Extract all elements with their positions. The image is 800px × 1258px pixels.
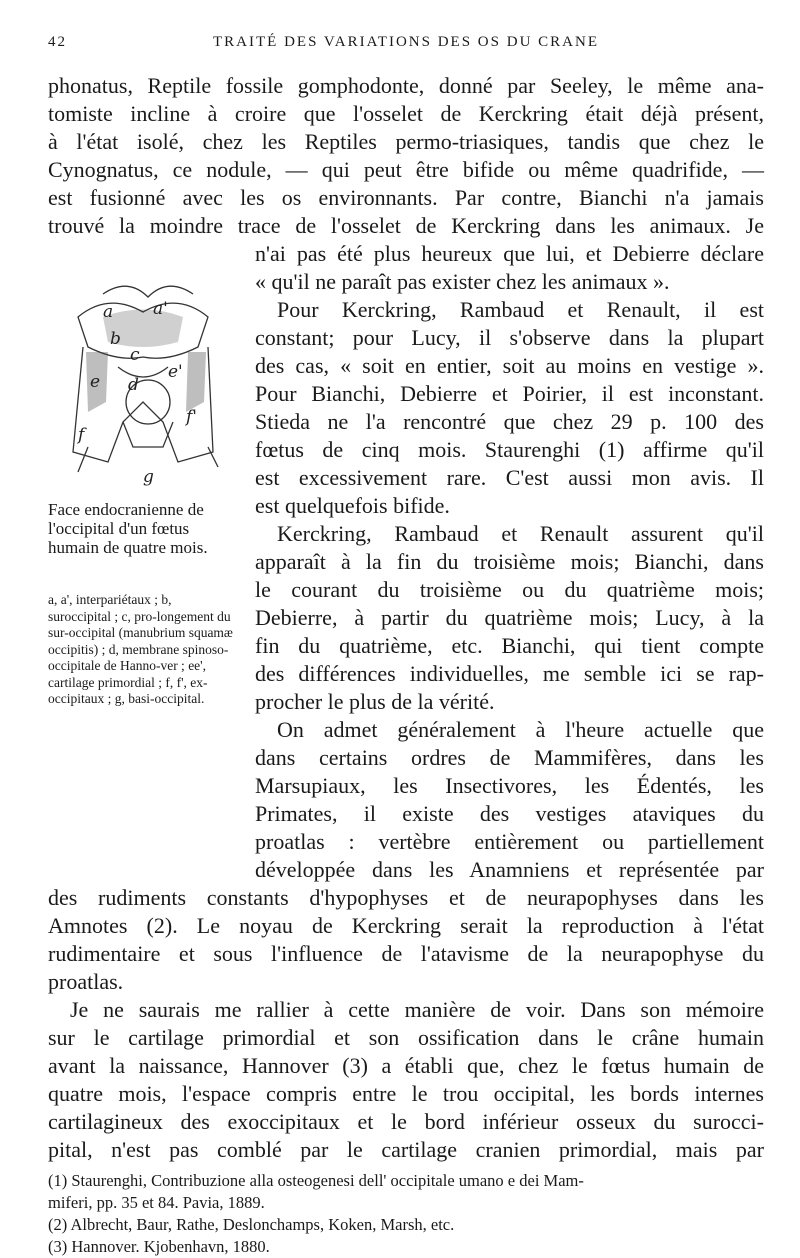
figure-label: c — [130, 345, 140, 365]
text-line: apparaît à la fin du troisième mois; Bianchi, dans — [255, 549, 764, 574]
text-line: proatlas. — [48, 969, 124, 994]
figure-label: a' — [153, 299, 168, 319]
text-line: Stieda ne l'a rencontré que chez 29 p. 100 des — [255, 409, 764, 434]
figure-label: e — [90, 372, 101, 392]
text-line: Cynognatus, ce nodule, — qui peut être bifide ou même quadrifide, — — [48, 157, 764, 182]
text-line: Pour Kerckring, Rambaud et Renault, il est — [277, 297, 764, 322]
text-line: sur le cartilage primordial et son ossification dans le crâne humain — [48, 1025, 764, 1050]
text-line: des rudiments constants d'hypophyses et de neurapophyses dans les — [48, 885, 764, 910]
text-line: procher le plus de la vérité. — [255, 689, 495, 714]
text-line: « qu'il ne paraît pas exister chez les animaux ». — [255, 269, 670, 294]
text-line: Amnotes (2). Le noyau de Kerckring serait la reproduction à l'état — [48, 913, 764, 938]
text-line: des différences individuelles, me semble ici se rap- — [255, 661, 764, 686]
text-line: fœtus de cinq mois. Staurenghi (1) affirme qu'il — [255, 437, 764, 462]
text-line: est fusionné avec les os environnants. Par contre, Bianchi n'a jamais — [48, 185, 764, 210]
page-number: 42 — [48, 34, 67, 50]
figure-label: g — [143, 467, 154, 487]
text-line: à l'état isolé, chez les Reptiles permo-triasiques, tandis que chez le — [48, 129, 764, 154]
page-header — [48, 34, 764, 58]
text-line: quatre mois, l'espace compris entre le trou occipital, les bords internes — [48, 1081, 764, 1106]
figure-label: a — [103, 302, 114, 322]
text-line: tomiste incline à croire que l'osselet de Kerckring était déjà présent, — [48, 101, 764, 126]
text-line: fin du quatrième, etc. Bianchi, qui tient compte — [255, 633, 764, 658]
basioccipital-outline — [123, 422, 173, 447]
text-line: constant; pour Lucy, il s'observe dans la plupart — [255, 325, 764, 350]
footnotes — [48, 1170, 764, 1258]
occipital-figure — [48, 272, 238, 492]
footnote-line: (1) Staurenghi, Contribuzione alla osteogenesi dell' occipitale umano e dei Mam- — [48, 1171, 584, 1190]
text-line: est excessivement rare. C'est aussi mon avis. Il — [255, 465, 764, 490]
figure-label: d — [128, 375, 139, 395]
text-line: avant la naissance, Hannover (3) a établi que, chez le fœtus humain de — [48, 1053, 764, 1078]
text-line: On admet généralement à l'heure actuelle que — [277, 717, 764, 742]
text-line: Pour Bianchi, Debierre et Poirier, il est inconstant. — [255, 381, 764, 406]
text-line: le courant du troisième ou du quatrième mois; — [255, 577, 764, 602]
text-line: phonatus, Reptile fossile gomphodonte, donné par Seeley, le même ana- — [48, 73, 764, 98]
text-line: est quelquefois bifide. — [255, 493, 450, 518]
text-line: des cas, « soit en entier, soit au moins en vestige ». — [255, 353, 764, 378]
figure-legend: a, a', interpariétaux ; b, suroccipital ; c, pro-longement du sur-occipital (manubrium squamæ occipitis) ; d, membrane spinoso-occipitale de Hanno-ver ; ee', cartilage primordial ; f, f', ex-occipitaux ; g, basi-occipital. — [48, 592, 233, 706]
text-line: Je ne saurais me rallier à cette manière de voir. Dans son mémoire — [70, 997, 764, 1022]
text-line: développée dans les Anamniens et représentée par — [255, 857, 764, 882]
figure-label: b — [110, 329, 121, 349]
text-line: cartilagineux des exoccipitaux et le bord inférieur osseux du surocci- — [48, 1109, 764, 1134]
text-line: pital, n'est pas comblé par le cartilage cranien primordial, mais par — [48, 1137, 764, 1162]
figure-label: f' — [186, 407, 197, 427]
footnote-line: miferi, pp. 35 et 84. Pavia, 1889. — [48, 1193, 265, 1212]
text-line: Primates, il existe des vestiges ataviques du — [255, 801, 764, 826]
text-line: Kerckring, Rambaud et Renault assurent qu'il — [277, 521, 764, 546]
occipital-diagram — [48, 272, 238, 492]
text-line: trouvé la moindre trace de l'osselet de Kerckring dans les animaux. Je — [48, 213, 764, 238]
text-line: Marsupiaux, les Insectivores, les Édentés, les — [255, 773, 764, 798]
figure-caption: Face endocranienne de l'occipital d'un fœtus humain de quatre mois. — [48, 500, 208, 557]
interparietal-outline — [103, 286, 193, 297]
footnote-line: (3) Hannover. Kjobenhavn, 1880. — [48, 1237, 270, 1256]
figure-label: e' — [168, 362, 183, 382]
text-line: Debierre, à partir du quatrième mois; Lucy, à la — [255, 605, 764, 630]
text-line: proatlas : vertèbre entièrement ou partiellement — [255, 829, 764, 854]
footnote-line: (2) Albrecht, Baur, Rathe, Deslonchamps, Koken, Marsh, etc. — [48, 1215, 455, 1234]
text-line: dans certains ordres de Mammifères, dans les — [255, 745, 764, 770]
text-line: rudimentaire et sous l'influence de l'atavisme de la neurapophyse du — [48, 941, 764, 966]
text-line: n'ai pas été plus heureux que lui, et Debierre déclare — [255, 241, 764, 266]
figure-label: f — [78, 425, 85, 445]
running-title: TRAITÉ DES VARIATIONS DES OS DU CRANE — [213, 34, 599, 50]
